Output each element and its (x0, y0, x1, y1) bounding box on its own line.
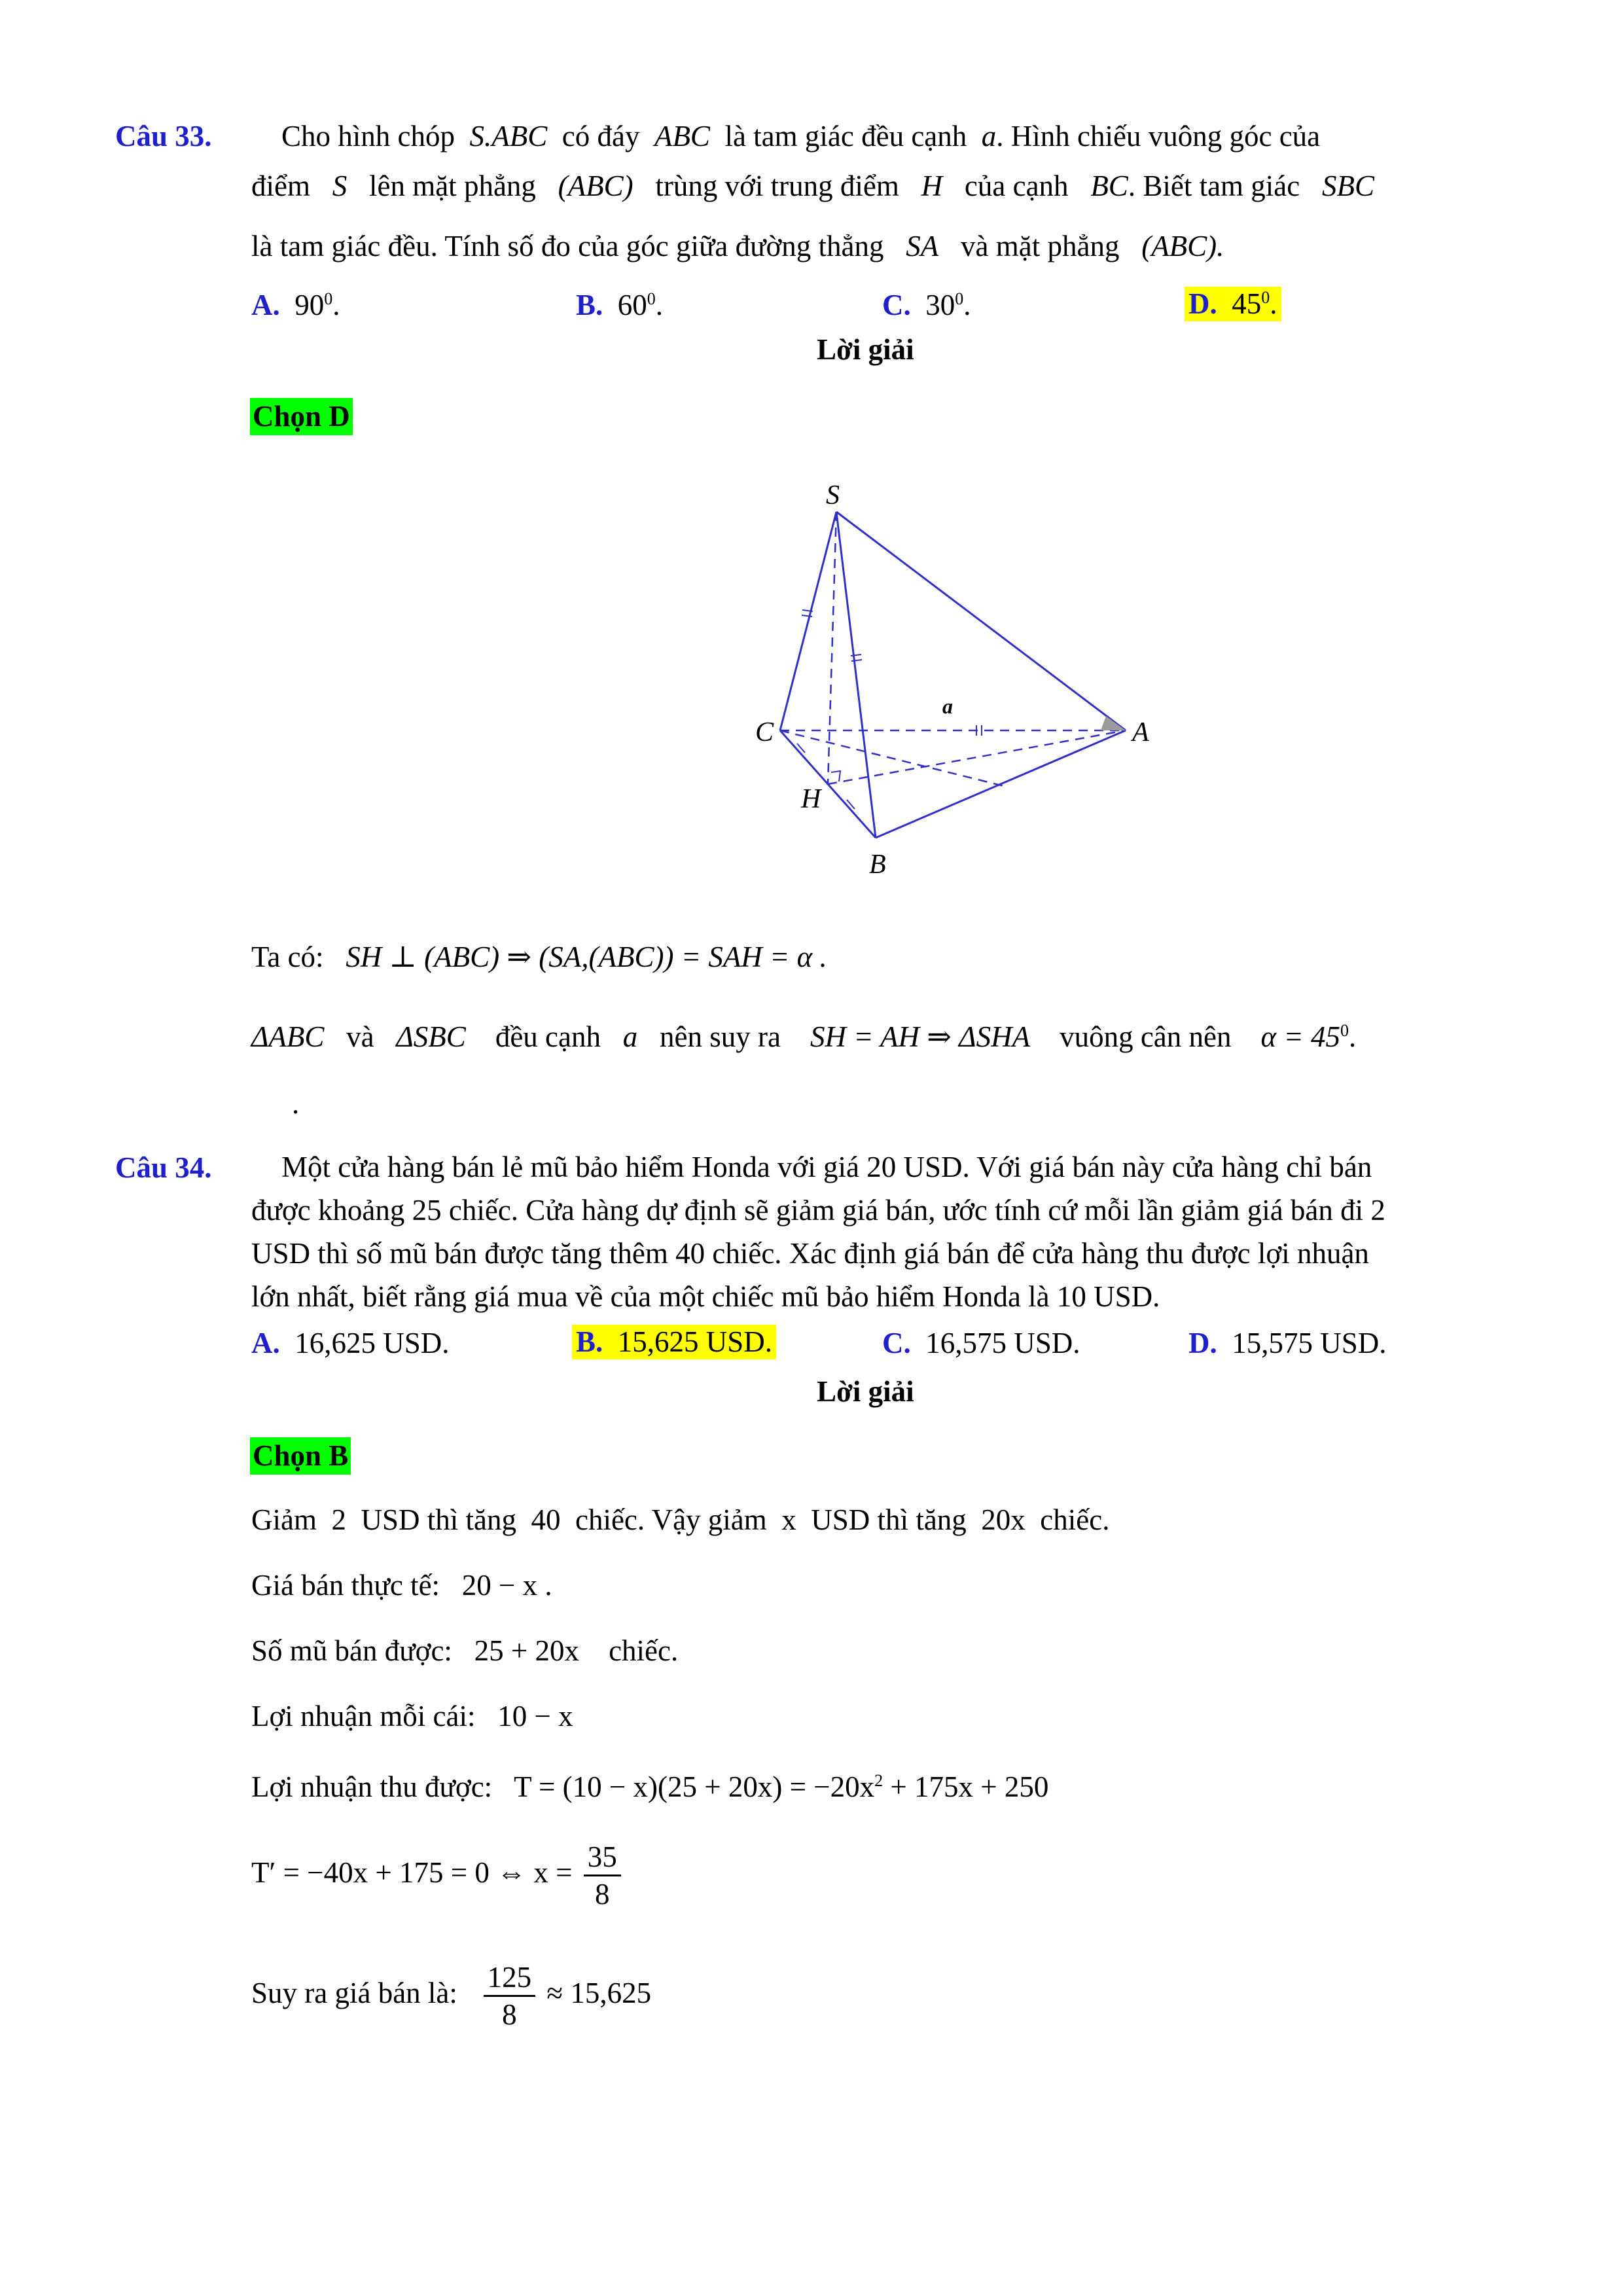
q33-text: nên suy ra (659, 1020, 781, 1053)
q33-math: α = 45 (1260, 1020, 1340, 1053)
question-34-label: Câu 34. (115, 1151, 212, 1184)
q33-line3 (251, 232, 1224, 261)
q33-option-b[interactable] (576, 291, 663, 320)
q33-text: . (1349, 1020, 1357, 1053)
option-letter: D. (1188, 287, 1217, 320)
option-value: 16,625 USD. (294, 1327, 450, 1359)
q33-math: ABC (654, 120, 710, 152)
q34-math: T = (10 − x)(25 + 20x) = −20x (514, 1770, 875, 1803)
option-tail: . (963, 289, 971, 321)
option-letter: C. (882, 289, 911, 321)
q34-text-l4: lớn nhất, biết rằng giá mua về của một chiếc mũ bảo hiểm Honda là 10 USD. (251, 1280, 1160, 1313)
vertex-h-label: H (801, 784, 821, 814)
q34-math: + 175x + 250 (883, 1770, 1049, 1803)
option-value: 16,575 USD. (925, 1327, 1080, 1359)
q33-text: Cho hình chóp (281, 120, 455, 152)
edge-ha (828, 730, 1126, 784)
fraction-35-8 (584, 1839, 621, 1912)
q33-math: SBC (1322, 170, 1375, 202)
q34-solution-line5 (251, 1772, 1048, 1802)
fraction-denominator: 8 (502, 1998, 517, 2031)
q34-text-l3: USD thì số mũ bán được tăng thêm 40 chiếc. Xác định giá bán để cửa hàng thu được lợi nhuận (251, 1237, 1369, 1270)
q33-math: ΔABC (251, 1020, 325, 1053)
q33-math: SA (906, 230, 939, 262)
q34-solution-line6 (251, 1839, 625, 1912)
q33-text: Ta có: (251, 941, 324, 973)
q33-text: vuông cân nên (1060, 1020, 1232, 1053)
q33-option-c[interactable] (882, 291, 971, 320)
option-value: 45 (1232, 287, 1262, 320)
q33-math: S.ABC (469, 120, 548, 152)
q34-math: T′ = −40x + 175 = 0 ⇔ x = (251, 1856, 573, 1889)
q34-solution-line7 (251, 1960, 651, 2032)
q34-math: 25 + 20x (474, 1634, 580, 1667)
vertex-b-label: B (869, 850, 886, 880)
q33-math: SH ⊥ (ABC) ⇒ (SA,(ABC)) = SAH = α . (346, 941, 827, 973)
stray-dot: . (292, 1087, 300, 1120)
option-letter: A. (251, 289, 280, 321)
option-value: 15,575 USD. (1232, 1327, 1387, 1359)
q33-math: SH = AH ⇒ ΔSHA (810, 1020, 1031, 1053)
option-value: 90 (294, 289, 325, 321)
q34-solution-line3 (251, 1636, 678, 1666)
q33-math: a (622, 1020, 638, 1053)
q34-text-l1: Một cửa hàng bán lẻ mũ bảo hiểm Honda với giá 20 USD. Với giá bán này cửa hàng chỉ bán (281, 1151, 1372, 1183)
option-tail: . (1270, 287, 1277, 320)
q33-text: điểm (251, 170, 310, 202)
q33-text: là tam giác đều. Tính số đo của góc giữa đường thẳng (251, 230, 884, 262)
q33-text: và mặt phẳng (961, 230, 1120, 262)
q33-text: của cạnh (964, 170, 1069, 202)
q33-exponent: 0 (1340, 1021, 1349, 1040)
q34-exponent: 2 (874, 1771, 883, 1790)
q33-solution-line1 (251, 942, 827, 972)
option-exponent: 0 (647, 289, 656, 308)
side-a-label: a (942, 694, 953, 718)
q33-solution-title: Lời giải (817, 333, 914, 366)
q33-text: có đáy (562, 120, 640, 152)
option-exponent: 0 (324, 289, 333, 308)
q33-text: lên mặt phẳng (368, 170, 536, 202)
option-exponent: 0 (955, 289, 964, 308)
question-33-label: Câu 33. (115, 120, 212, 152)
option-letter: C. (882, 1327, 911, 1359)
option-value: 15,625 USD. (617, 1325, 773, 1358)
option-exponent: 0 (1261, 288, 1270, 307)
q33-math: ΔSBC (396, 1020, 466, 1053)
fraction-denominator: 8 (594, 1878, 610, 1910)
q33-solution-line2 (251, 1022, 1356, 1052)
q34-text: Số mũ bán được: (251, 1634, 452, 1667)
option-letter: B. (576, 289, 603, 321)
q33-math: a (981, 120, 997, 152)
q33-math: BC (1090, 170, 1128, 202)
option-letter: B. (576, 1325, 603, 1358)
edge-ba (876, 730, 1126, 838)
fraction-numerator: 35 (584, 1839, 621, 1876)
q33-math: H (921, 170, 943, 202)
option-tail: . (332, 289, 340, 321)
vertex-s-label: S (826, 480, 840, 511)
q33-line1 (281, 122, 1320, 151)
fraction-numerator: 125 (484, 1960, 536, 1997)
q33-text: là tam giác đều cạnh (724, 120, 967, 152)
q34-math: ≈ 15,625 (546, 1976, 652, 2009)
q33-math: S (332, 170, 348, 202)
q34-text: Lợi nhuận thu được: (251, 1770, 493, 1803)
q34-option-c[interactable] (882, 1329, 1080, 1358)
fraction-125-8 (484, 1960, 536, 2032)
vertex-c-label: C (755, 717, 774, 747)
option-value: 30 (925, 289, 955, 321)
vertex-a-label: A (1132, 717, 1149, 747)
q33-text: . Biết tam giác (1128, 170, 1300, 202)
q34-solution-line2 (251, 1571, 552, 1600)
q34-math: 20 − x . (461, 1569, 552, 1602)
pyramid-figure (720, 458, 1178, 903)
option-letter: A. (251, 1327, 280, 1359)
q33-math: (ABC). (1141, 230, 1224, 262)
q34-text: chiếc. (609, 1634, 679, 1667)
q33-math: (ABC) (558, 170, 633, 202)
q33-choice-badge: Chọn D (250, 398, 353, 435)
q34-text: Suy ra giá bán là: (251, 1976, 457, 2009)
q34-choice-badge: Chọn B (250, 1437, 351, 1475)
edge-sb (836, 512, 876, 838)
q34-solution-title: Lời giải (817, 1375, 914, 1408)
q33-line2 (251, 171, 1374, 201)
q34-text: Giá bán thực tế: (251, 1569, 440, 1602)
q33-text: trùng với trung điểm (655, 170, 899, 202)
q33-text: đều cạnh (495, 1020, 601, 1053)
option-letter: D. (1188, 1327, 1217, 1359)
edge-sc (780, 512, 836, 730)
q33-option-d[interactable] (1185, 287, 1281, 321)
q34-text: Lợi nhuận mỗi cái: (251, 1700, 476, 1732)
q34-option-b[interactable] (572, 1325, 776, 1359)
q34-option-a[interactable] (251, 1329, 450, 1358)
q33-text: . Hình chiếu vuông góc của (996, 120, 1321, 152)
q34-math: 10 − x (497, 1700, 573, 1732)
option-value: 60 (617, 289, 647, 321)
q34-text-l2: được khoảng 25 chiếc. Cửa hàng dự định sẽ giảm giá bán, ước tính cứ mỗi lần giảm giá bán đi 2 (251, 1194, 1385, 1227)
q34-solution-line4 (251, 1702, 573, 1731)
q33-option-a[interactable] (251, 291, 340, 320)
edge-sa (836, 512, 1126, 730)
option-tail: . (655, 289, 664, 321)
q33-text: và (346, 1020, 374, 1053)
q34-option-d[interactable] (1188, 1329, 1387, 1358)
q34-solution-line1: Giảm 2 USD thì tăng 40 chiếc. Vậy giảm x USD thì tăng 20x chiếc. (251, 1503, 1110, 1536)
